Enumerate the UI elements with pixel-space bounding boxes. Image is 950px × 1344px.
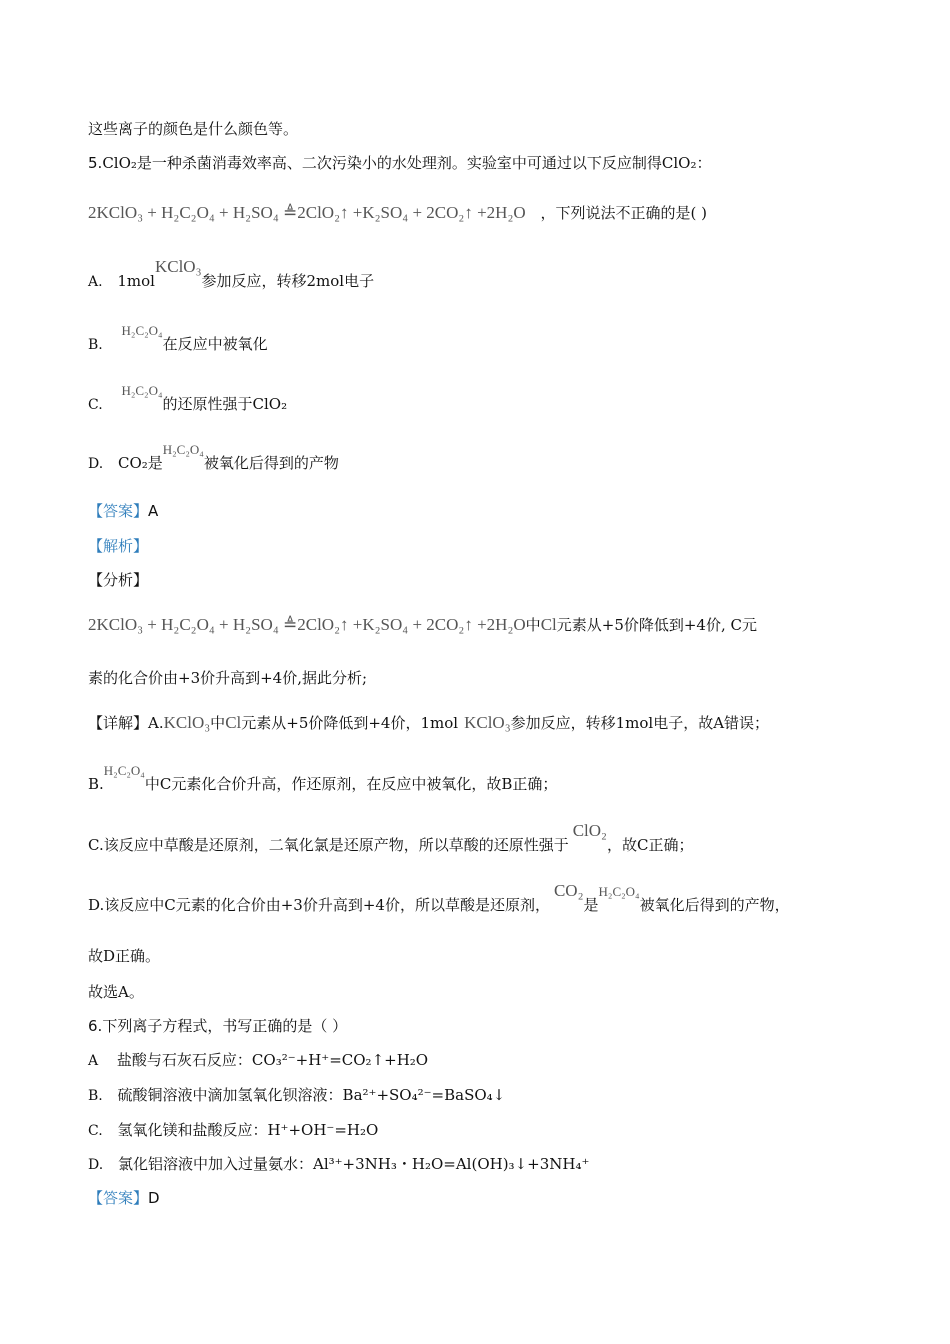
q5-detail-a-formula2: KClO₃ bbox=[464, 713, 511, 732]
q6-answer-line bbox=[88, 1187, 160, 1208]
q6-option-c-label: C. bbox=[88, 1123, 103, 1139]
q5-detail-a-pre: A. bbox=[148, 714, 164, 732]
q6-option-a-text: 盐酸与石灰石反应： bbox=[116, 1051, 252, 1069]
q5-equation-line bbox=[88, 202, 707, 223]
q6-answer-tag: 【答案】 bbox=[88, 1189, 149, 1207]
q5-detail-a-cl: Cl bbox=[225, 713, 242, 732]
q5-option-b-formula: H₂C₂O₄ bbox=[121, 323, 163, 338]
q5-option-b bbox=[88, 323, 268, 354]
q5-answer-line bbox=[88, 500, 158, 521]
q6-option-b-eq: Ba²⁺+SO₄²⁻=BaSO₄↓ bbox=[342, 1086, 506, 1104]
q5-detail-d-pre: D.该反应中C元素的化合价由+3价升高到+4价，所以草酸是还原剂， bbox=[88, 896, 550, 914]
q6-option-b-label: B. bbox=[88, 1088, 103, 1104]
q5-fenxi-equation: 2KClO₃ + H₂C₂O₄ + H₂SO₄ ≜2ClO₂↑ +K₂SO₄ + 2CO₂↑ +2H₂O bbox=[88, 615, 526, 634]
q5-option-a-formula: KClO₃ bbox=[154, 257, 202, 276]
q5-detail-d-mid: 是 bbox=[583, 896, 599, 914]
q5-analysis-tag: 【解析】 bbox=[88, 537, 149, 555]
q6-option-c-eq: H⁺+OH⁻=H₂O bbox=[267, 1121, 379, 1139]
q6-option-a-eq: CO₃²⁻+H⁺=CO₂↑+H₂O bbox=[251, 1051, 429, 1069]
q5-detail-c bbox=[88, 821, 694, 855]
q5-equation: 2KClO₃ + H₂C₂O₄ + H₂SO₄ ≜2ClO₂↑ +K₂SO₄ + 2CO₂↑ +2H₂O bbox=[88, 203, 526, 222]
q5-option-c-post: 的还原性强于ClO₂ bbox=[162, 395, 288, 413]
q5-detail-b-formula: H₂C₂O₄ bbox=[103, 763, 145, 778]
q5-option-d-formula: H₂C₂O₄ bbox=[162, 442, 204, 457]
q5-fenxi-tag: 【分析】 bbox=[88, 571, 149, 589]
q5-option-d bbox=[88, 442, 339, 473]
q5-answer-tag: 【答案】 bbox=[88, 502, 149, 520]
q5-detail-c-pre: C.该反应中草酸是还原剂，二氧化氯是还原产物，所以草酸的还原性强于 bbox=[88, 836, 569, 854]
q6-option-b-text: 硫酸铜溶液中滴加氢氧化钡溶液： bbox=[117, 1086, 343, 1104]
q5-fenxi-text1a: 中 bbox=[525, 616, 541, 634]
q5-conclusion: 故选A。 bbox=[88, 983, 144, 1001]
q5-detail-d-formula1: CO₂ bbox=[553, 881, 584, 900]
q5-option-a-label: A. bbox=[88, 274, 103, 290]
q5-option-c bbox=[88, 383, 288, 414]
q5-detail-a bbox=[88, 712, 769, 733]
q5-fenxi-text1b: 元素从+5价降低到+4价, C元 bbox=[556, 616, 757, 634]
q5-fenxi-line2: 素的化合价由+3价升高到+4价,据此分析; bbox=[88, 669, 368, 687]
q5-detail-c-post: ，故C正确； bbox=[606, 836, 694, 854]
q5-option-d-post: 被氧化后得到的产物 bbox=[203, 454, 339, 472]
q6-option-b bbox=[88, 1084, 505, 1105]
q6-option-d-eq: Al³⁺+3NH₃・H₂O=Al(OH)₃↓+3NH₄⁺ bbox=[312, 1155, 590, 1173]
q5-detail-a-mid2: 元素从+5价降低到+4价，1mol bbox=[241, 714, 459, 732]
q6-option-a bbox=[88, 1049, 428, 1070]
q6-answer-value: D bbox=[148, 1189, 160, 1207]
q5-option-b-label: B. bbox=[88, 337, 103, 353]
q5-stem-line bbox=[88, 152, 712, 173]
q6-option-c-text: 氢氧化镁和盐酸反应： bbox=[117, 1121, 268, 1139]
q5-stem: ClO₂是一种杀菌消毒效率高、二次污染小的水处理剂。实验室中可通过以下反应制得ClO₂： bbox=[102, 154, 712, 172]
q5-question-tail: ，下列说法不正确的是( ) bbox=[540, 204, 707, 222]
q5-detail-d bbox=[88, 881, 790, 915]
q5-detail-b-post: 中C元素化合价升高，作还原剂，在反应中被氧化，故B正确； bbox=[144, 775, 558, 793]
q5-detail-tag: 【详解】 bbox=[88, 714, 149, 732]
q6-option-d-text: 氯化铝溶液中加入过量氨水： bbox=[117, 1155, 313, 1173]
q5-fenxi-cl: Cl bbox=[540, 615, 557, 634]
q5-option-c-formula: H₂C₂O₄ bbox=[121, 383, 163, 398]
q6-stem: 下列离子方程式，书写正确的是（ ） bbox=[102, 1017, 348, 1035]
q6-option-d-label: D. bbox=[88, 1157, 104, 1173]
q5-detail-a-formula1: KClO₃ bbox=[163, 713, 211, 732]
q6-option-c bbox=[88, 1119, 378, 1140]
q5-detail-b-pre: B. bbox=[88, 775, 104, 793]
q5-option-a-post: 参加反应，转移2mol电子 bbox=[201, 272, 375, 290]
q5-option-d-pre: CO₂是 bbox=[117, 454, 163, 472]
q5-number: 5. bbox=[88, 154, 103, 172]
q6-option-d bbox=[88, 1153, 589, 1174]
q5-detail-a-post: 参加反应，转移1mol电子，故A错误； bbox=[510, 714, 770, 732]
q5-option-b-post: 在反应中被氧化 bbox=[162, 335, 268, 353]
q6-number: 6. bbox=[88, 1017, 103, 1035]
q5-detail-a-mid1: 中 bbox=[210, 714, 226, 732]
q6-option-a-label: A bbox=[88, 1053, 99, 1069]
q5-detail-b bbox=[88, 763, 558, 794]
q5-detail-d-formula2: H₂C₂O₄ bbox=[598, 884, 640, 899]
q5-answer-value: A bbox=[148, 502, 159, 520]
q5-detail-d-post: 被氧化后得到的产物， bbox=[639, 896, 790, 914]
q5-fenxi-line1 bbox=[88, 614, 757, 635]
q5-option-a-pre: 1mol bbox=[117, 272, 155, 290]
q6-stem-line bbox=[88, 1015, 347, 1036]
q5-option-d-label: D. bbox=[88, 456, 104, 472]
intro-line: 这些离子的颜色是什么颜色等。 bbox=[88, 120, 299, 138]
q5-detail-c-formula: ClO₂ bbox=[572, 821, 607, 840]
q5-detail-d-line2: 故D正确。 bbox=[88, 947, 161, 965]
q5-option-c-label: C. bbox=[88, 397, 103, 413]
q5-option-a bbox=[88, 257, 375, 291]
